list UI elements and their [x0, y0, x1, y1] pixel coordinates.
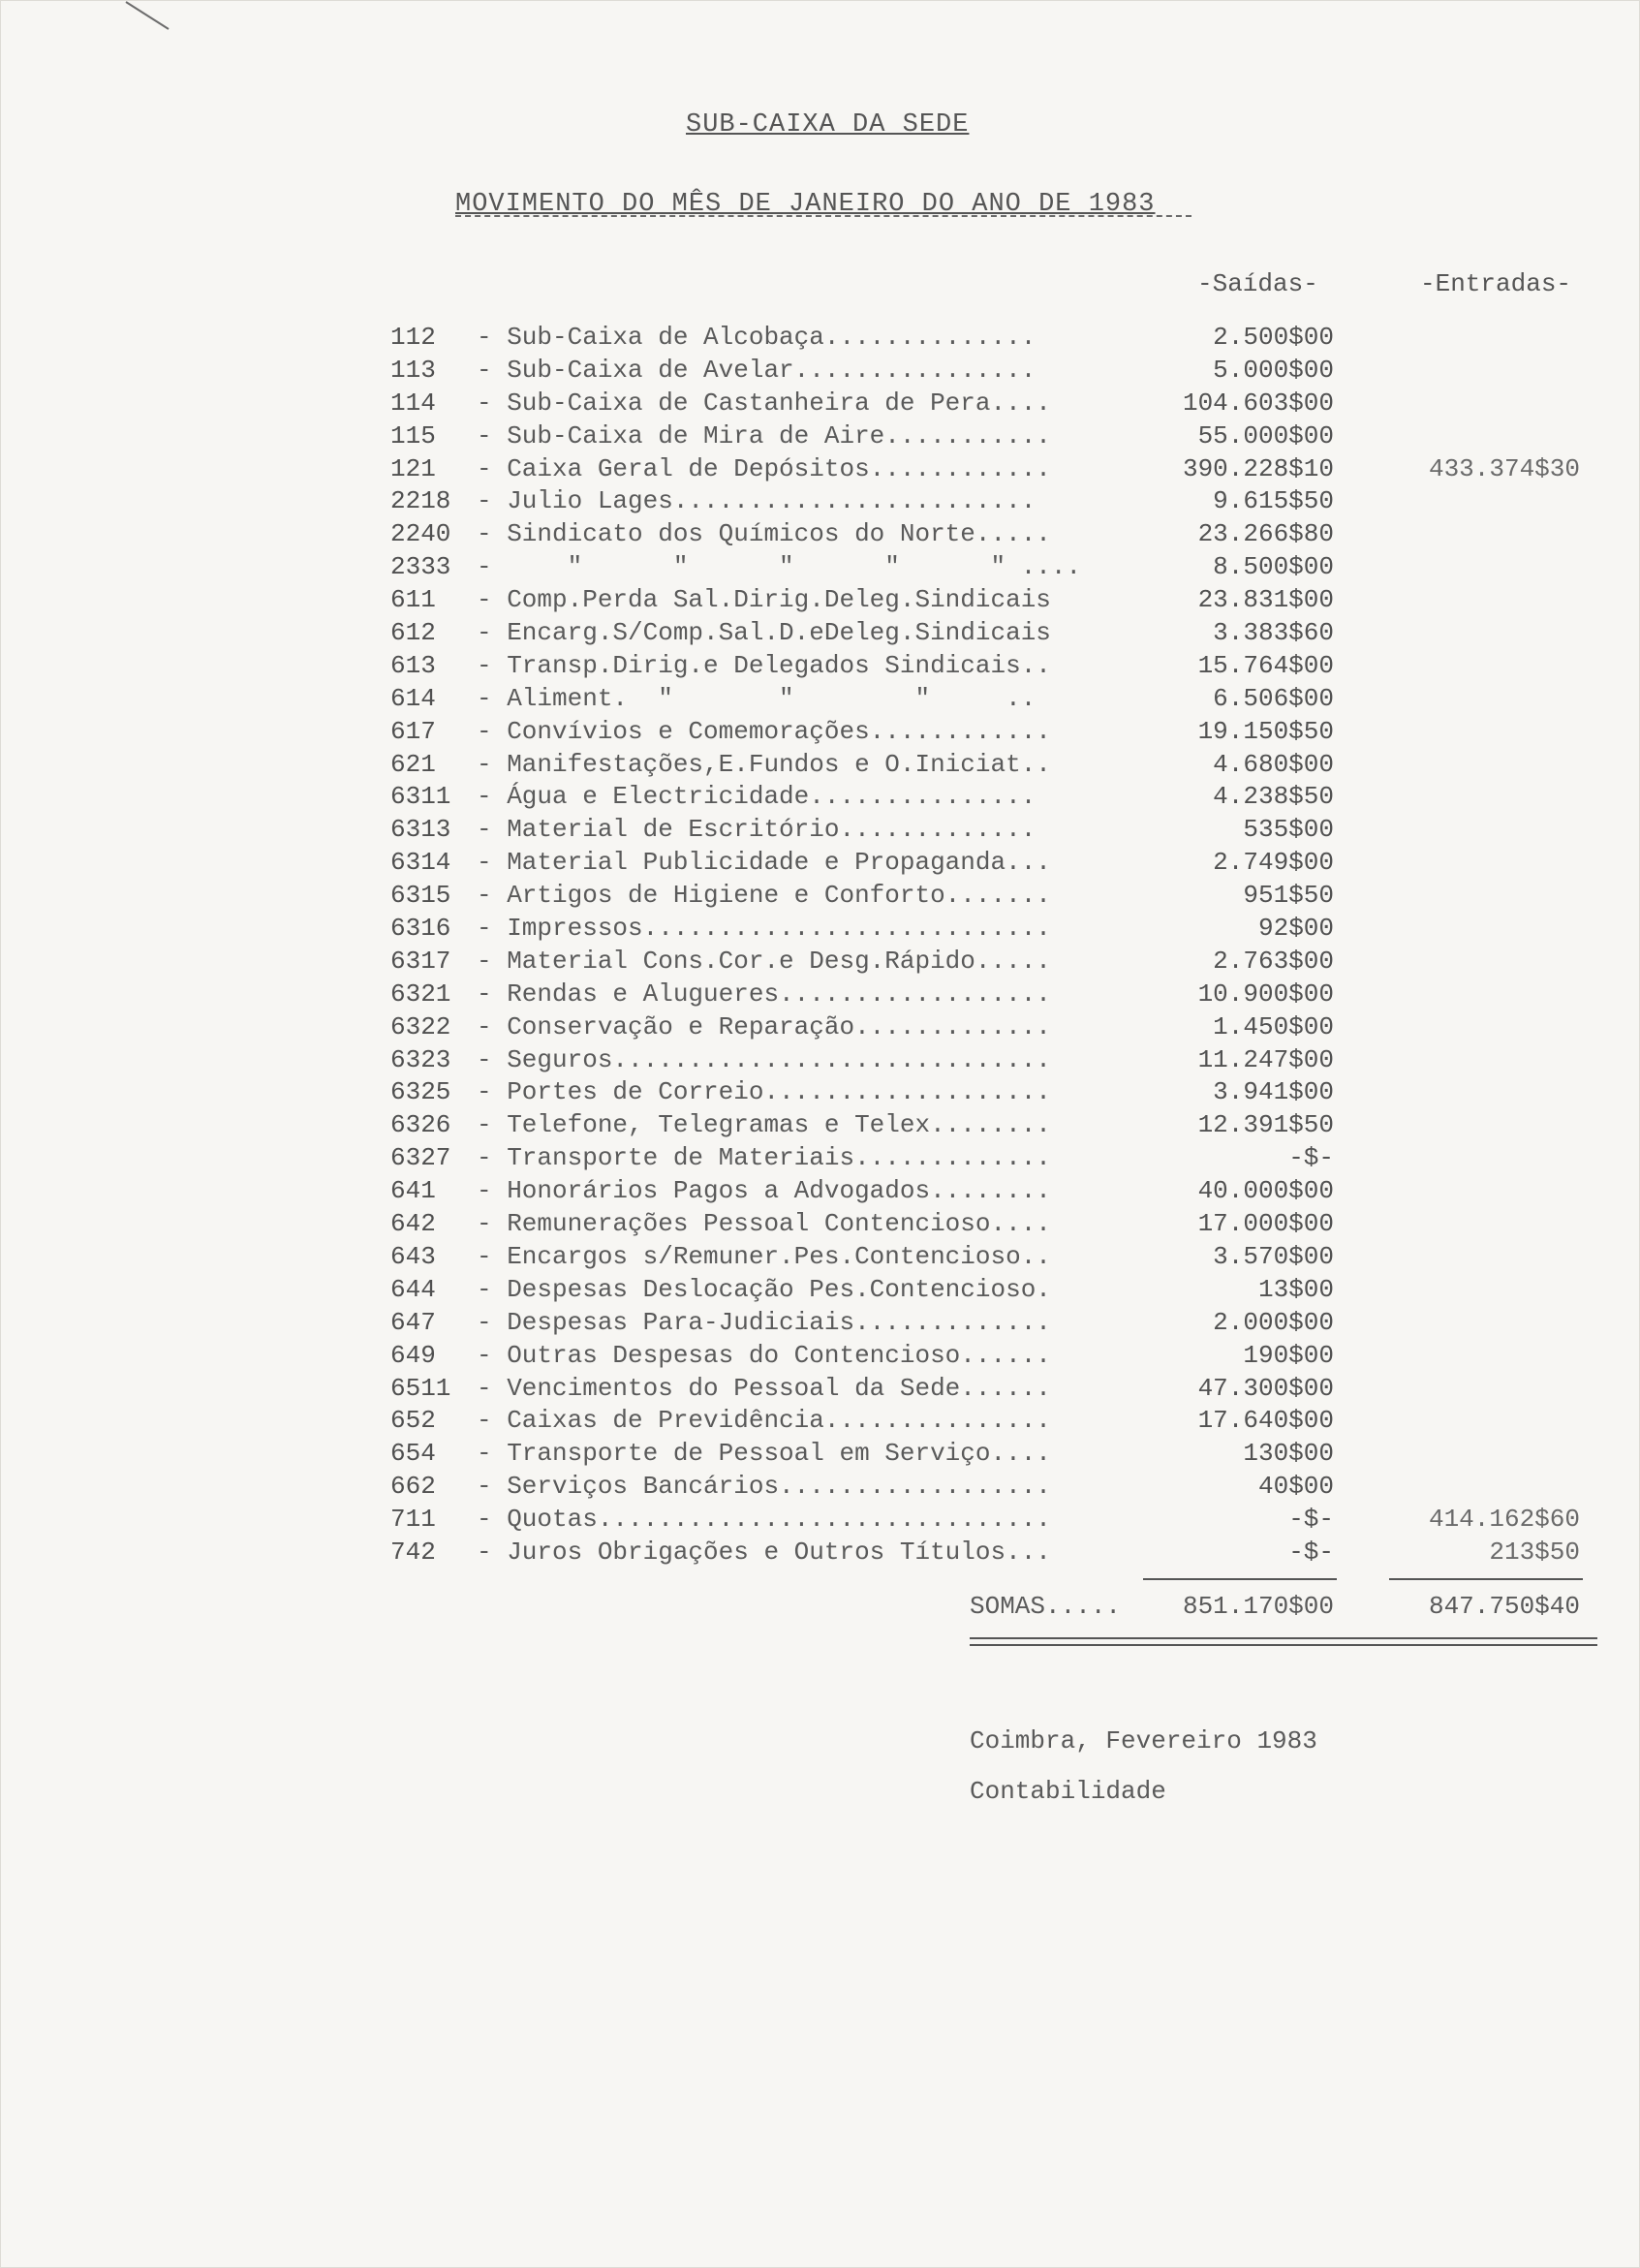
- account-description: - Rendas e Alugueres..................: [477, 979, 1051, 1009]
- account-code: 6327: [390, 1143, 451, 1173]
- account-description: - Outras Despesas do Contencioso......: [477, 1340, 1051, 1370]
- account-description: - Despesas Para-Judiciais.............: [477, 1307, 1051, 1337]
- table-row: [0, 518, 1640, 551]
- saidas-amount: 19.150$50: [1197, 716, 1334, 746]
- account-code: 6323: [390, 1044, 451, 1074]
- saidas-amount: 2.763$00: [1213, 946, 1334, 976]
- saidas-amount: 6.506$00: [1213, 683, 1334, 713]
- table-row: [0, 1471, 1640, 1504]
- account-code: 649: [390, 1340, 436, 1370]
- account-description: - Material Cons.Cor.e Desg.Rápido.....: [477, 946, 1051, 976]
- account-code: 613: [390, 650, 436, 680]
- account-code: 6322: [390, 1011, 451, 1041]
- account-description: - Conservação e Reparação.............: [477, 1011, 1051, 1041]
- account-code: 662: [390, 1472, 436, 1502]
- table-row: [0, 979, 1640, 1011]
- account-description: - Manifestações,E.Fundos e O.Iniciat..: [477, 749, 1051, 779]
- table-row: [0, 650, 1640, 683]
- table-row: [0, 1044, 1640, 1077]
- saidas-amount: -$-: [1288, 1505, 1334, 1535]
- account-description: - Quotas..............................: [477, 1505, 1051, 1535]
- saidas-amount: 17.000$00: [1197, 1209, 1334, 1239]
- saidas-amount: 8.500$00: [1213, 552, 1334, 582]
- saidas-amount: 55.000$00: [1197, 420, 1334, 450]
- table-row: [0, 584, 1640, 617]
- account-description: - Caixas de Previdência...............: [477, 1406, 1051, 1436]
- table-row: [0, 1537, 1640, 1569]
- account-code: 114: [390, 388, 436, 418]
- account-code: 115: [390, 420, 436, 450]
- totals-double-rule-top: [970, 1637, 1597, 1639]
- account-code: 6311: [390, 782, 451, 812]
- totals-double-rule-bottom: [970, 1644, 1597, 1646]
- account-description: - Encargos s/Remuner.Pes.Contencioso..: [477, 1241, 1051, 1271]
- pencil-mark: [124, 0, 172, 33]
- totals-label: SOMAS.....: [970, 1592, 1122, 1621]
- account-description: - Seguros.............................: [477, 1044, 1051, 1074]
- table-row: [0, 1109, 1640, 1142]
- account-description: - Honorários Pagos a Advogados........: [477, 1176, 1051, 1206]
- table-row: [0, 420, 1640, 453]
- table-row: [0, 617, 1640, 650]
- saidas-amount: 951$50: [1243, 881, 1334, 911]
- account-description: - Caixa Geral de Depósitos............: [477, 453, 1051, 483]
- table-row: [0, 1241, 1640, 1274]
- table-row: [0, 716, 1640, 749]
- saidas-amount: 23.831$00: [1197, 585, 1334, 615]
- table-row: [0, 683, 1640, 716]
- account-code: 6321: [390, 979, 451, 1009]
- account-code: 617: [390, 716, 436, 746]
- saidas-amount: 4.238$50: [1213, 782, 1334, 812]
- table-row: [0, 1504, 1640, 1537]
- account-code: 621: [390, 749, 436, 779]
- account-code: 647: [390, 1307, 436, 1337]
- table-row: [0, 1405, 1640, 1438]
- saidas-total-rule: [1143, 1578, 1337, 1580]
- saidas-amount: 190$00: [1243, 1340, 1334, 1370]
- ledger-table: [0, 322, 1640, 1569]
- table-row: [0, 485, 1640, 518]
- account-description: - Juros Obrigações e Outros Títulos...: [477, 1537, 1051, 1567]
- account-description: - Material Publicidade e Propaganda...: [477, 848, 1051, 878]
- account-code: 614: [390, 683, 436, 713]
- table-row: [0, 880, 1640, 913]
- account-description: - Sub-Caixa de Castanheira de Pera....: [477, 388, 1051, 418]
- saidas-amount: 12.391$50: [1197, 1110, 1334, 1140]
- account-code: 2333: [390, 552, 451, 582]
- table-row: [0, 946, 1640, 979]
- account-code: 612: [390, 618, 436, 648]
- table-row: [0, 355, 1640, 388]
- account-description: - Sindicato dos Químicos do Norte.....: [477, 519, 1051, 549]
- table-row: [0, 1307, 1640, 1340]
- account-description: - Transp.Dirig.e Delegados Sindicais..: [477, 650, 1051, 680]
- account-code: 112: [390, 323, 436, 352]
- account-description: - Aliment. " " " ..: [477, 683, 1037, 713]
- column-header-saidas: -Saídas-: [1197, 269, 1318, 298]
- account-code: 113: [390, 355, 436, 385]
- account-code: 6315: [390, 881, 451, 911]
- subtitle-dashed-underline: [455, 215, 1191, 217]
- account-code: 641: [390, 1176, 436, 1206]
- saidas-amount: 23.266$80: [1197, 519, 1334, 549]
- saidas-amount: 5.000$00: [1213, 355, 1334, 385]
- entradas-amount: 213$50: [1489, 1537, 1580, 1567]
- saidas-amount: 15.764$00: [1197, 650, 1334, 680]
- table-row: [0, 388, 1640, 420]
- account-description: - Serviços Bancários..................: [477, 1472, 1051, 1502]
- account-code: 6314: [390, 848, 451, 878]
- account-description: - Transporte de Pessoal em Serviço....: [477, 1439, 1051, 1469]
- saidas-amount: 104.603$00: [1182, 388, 1334, 418]
- table-row: [0, 1340, 1640, 1373]
- account-description: - Vencimentos do Pessoal da Sede......: [477, 1373, 1051, 1403]
- saidas-amount: 10.900$00: [1197, 979, 1334, 1009]
- account-description: - Encarg.S/Comp.Sal.D.eDeleg.Sindicais: [477, 618, 1051, 648]
- account-description: - Convívios e Comemorações............: [477, 716, 1051, 746]
- account-description: - Material de Escritório.............: [477, 815, 1037, 845]
- saidas-amount: 3.570$00: [1213, 1241, 1334, 1271]
- table-row: [0, 1142, 1640, 1175]
- totals-entradas: 847.750$40: [1428, 1592, 1580, 1621]
- table-row: [0, 322, 1640, 355]
- table-row: [0, 1175, 1640, 1208]
- saidas-amount: 1.450$00: [1213, 1011, 1334, 1041]
- saidas-amount: 40$00: [1257, 1472, 1334, 1502]
- account-code: 2218: [390, 486, 451, 516]
- account-code: 644: [390, 1274, 436, 1304]
- table-row: [0, 781, 1640, 814]
- account-description: - Artigos de Higiene e Conforto.......: [477, 881, 1051, 911]
- saidas-amount: 535$00: [1243, 815, 1334, 845]
- saidas-amount: -$-: [1288, 1143, 1334, 1173]
- account-code: 6325: [390, 1077, 451, 1107]
- table-row: [0, 814, 1640, 847]
- account-code: 611: [390, 585, 436, 615]
- account-code: 711: [390, 1505, 436, 1535]
- entradas-amount: 433.374$30: [1428, 453, 1580, 483]
- account-code: 643: [390, 1241, 436, 1271]
- account-description: - " " " " " ....: [477, 552, 1082, 582]
- page-title: SUB-CAIXA DA SEDE: [686, 110, 970, 140]
- saidas-amount: 17.640$00: [1197, 1406, 1334, 1436]
- account-description: - Sub-Caixa de Alcobaça..............: [477, 323, 1037, 352]
- account-description: - Telefone, Telegramas e Telex........: [477, 1110, 1051, 1140]
- table-row: [0, 1373, 1640, 1406]
- account-code: 121: [390, 453, 436, 483]
- saidas-amount: 4.680$00: [1213, 749, 1334, 779]
- account-description: - Impressos...........................: [477, 914, 1051, 944]
- saidas-amount: 390.228$10: [1182, 453, 1334, 483]
- account-description: - Sub-Caixa de Mira de Aire...........: [477, 420, 1051, 450]
- account-code: 6511: [390, 1373, 451, 1403]
- account-code: 652: [390, 1406, 436, 1436]
- account-code: 654: [390, 1439, 436, 1469]
- account-description: - Comp.Perda Sal.Dirig.Deleg.Sindicais: [477, 585, 1051, 615]
- account-description: - Despesas Deslocação Pes.Contencioso.: [477, 1274, 1051, 1304]
- table-row: [0, 551, 1640, 584]
- saidas-amount: -$-: [1288, 1537, 1334, 1567]
- saidas-amount: 9.615$50: [1213, 486, 1334, 516]
- saidas-amount: 3.383$60: [1213, 618, 1334, 648]
- account-code: 6313: [390, 815, 451, 845]
- account-description: - Portes de Correio...................: [477, 1077, 1051, 1107]
- saidas-amount: 3.941$00: [1213, 1077, 1334, 1107]
- account-description: - Julio Lages........................: [477, 486, 1037, 516]
- account-description: - Água e Electricidade...............: [477, 782, 1037, 812]
- table-row: [0, 1274, 1640, 1307]
- place-date: Coimbra, Fevereiro 1983: [970, 1726, 1317, 1755]
- saidas-amount: 47.300$00: [1197, 1373, 1334, 1403]
- saidas-amount: 92$00: [1257, 914, 1334, 944]
- table-row: [0, 1208, 1640, 1241]
- table-row: [0, 453, 1640, 486]
- column-header-entradas: -Entradas-: [1420, 269, 1572, 298]
- saidas-amount: 13$00: [1257, 1274, 1334, 1304]
- page-subtitle: MOVIMENTO DO MÊS DE JANEIRO DO ANO DE 1983: [455, 190, 1156, 219]
- table-row: [0, 749, 1640, 782]
- saidas-amount: 2.749$00: [1213, 848, 1334, 878]
- account-description: - Sub-Caixa de Avelar................: [477, 355, 1037, 385]
- saidas-amount: 11.247$00: [1197, 1044, 1334, 1074]
- saidas-amount: 130$00: [1243, 1439, 1334, 1469]
- saidas-amount: 2.000$00: [1213, 1307, 1334, 1337]
- table-row: [0, 913, 1640, 946]
- saidas-amount: 2.500$00: [1213, 323, 1334, 352]
- table-row: [0, 847, 1640, 880]
- account-description: - Transporte de Materiais.............: [477, 1143, 1051, 1173]
- saidas-amount: 40.000$00: [1197, 1176, 1334, 1206]
- account-code: 742: [390, 1537, 436, 1567]
- account-code: 6326: [390, 1110, 451, 1140]
- totals-saidas: 851.170$00: [1182, 1592, 1334, 1621]
- table-row: [0, 1438, 1640, 1471]
- table-row: [0, 1076, 1640, 1109]
- account-description: - Remunerações Pessoal Contencioso....: [477, 1209, 1051, 1239]
- account-code: 642: [390, 1209, 436, 1239]
- account-code: 2240: [390, 519, 451, 549]
- account-code: 6316: [390, 914, 451, 944]
- table-row: [0, 1011, 1640, 1044]
- entradas-total-rule: [1389, 1578, 1583, 1580]
- department: Contabilidade: [970, 1777, 1166, 1806]
- entradas-amount: 414.162$60: [1428, 1505, 1580, 1535]
- account-code: 6317: [390, 946, 451, 976]
